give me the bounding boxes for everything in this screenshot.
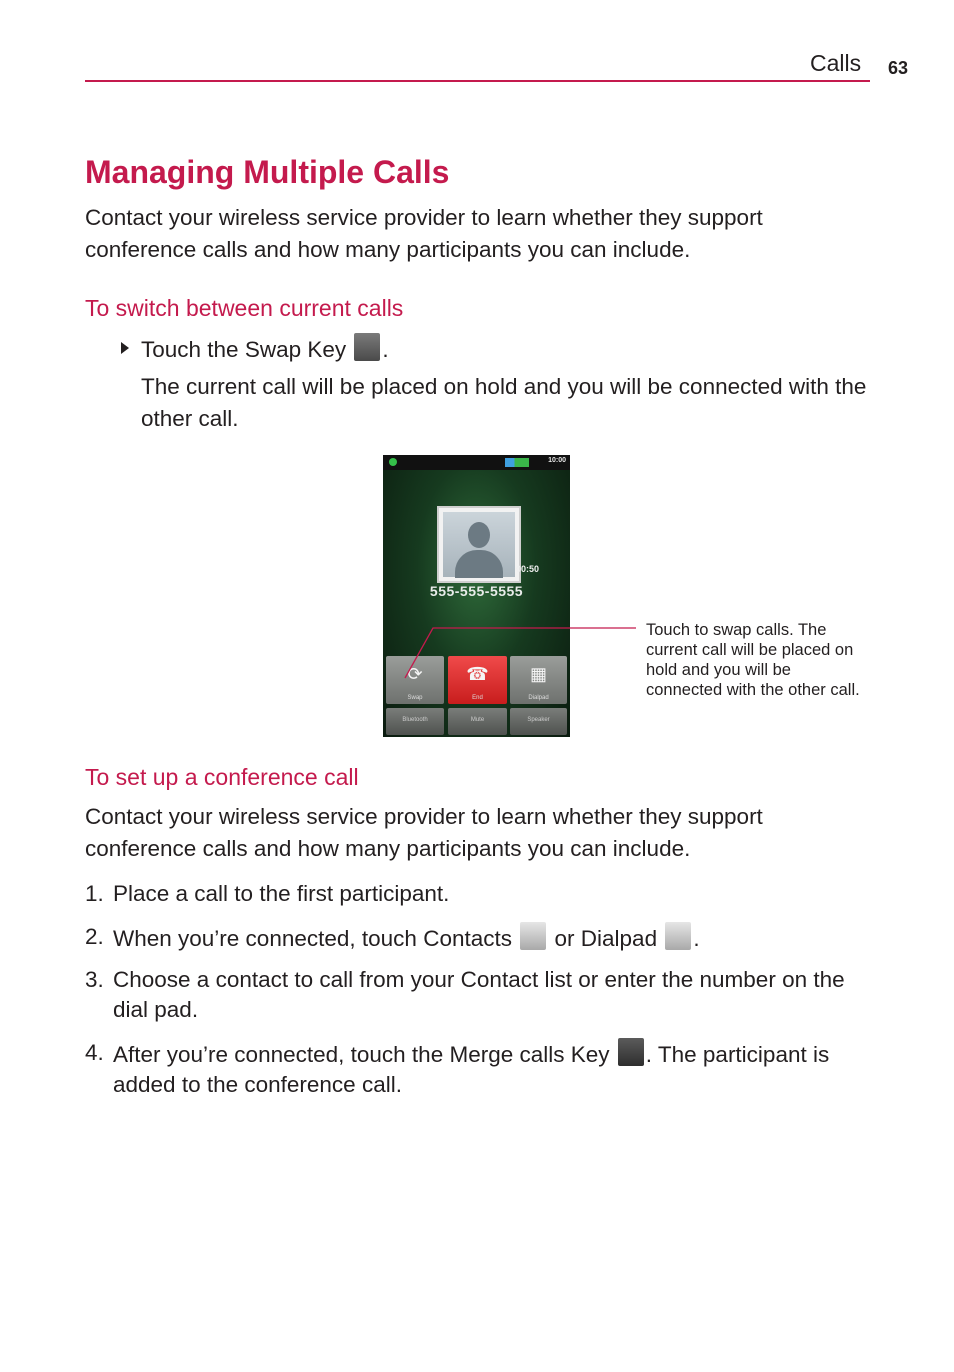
conference-step-1 bbox=[85, 879, 875, 909]
swap-step bbox=[141, 333, 389, 365]
contacts-label: Contacts bbox=[423, 926, 512, 951]
caller-number: 555-555-5555 bbox=[429, 583, 524, 599]
step-number: 4. bbox=[85, 1040, 104, 1065]
swap-step-suffix: . bbox=[382, 337, 389, 362]
swap-step-note: The current call will be placed on hold and you will be connected with the other call. bbox=[141, 374, 867, 431]
contact-avatar bbox=[437, 506, 521, 583]
step-2-post: . bbox=[693, 926, 700, 951]
conference-intro: Contact your wireless service provider to learn whether they support conference calls and how many participants you can include. bbox=[85, 804, 763, 861]
swap-key-icon bbox=[354, 333, 380, 361]
intro-paragraph: Contact your wireless service provider to learn whether they support conference calls and how many participants you can include. bbox=[85, 205, 763, 262]
dialpad-icon bbox=[665, 922, 691, 950]
in-call-screenshot bbox=[383, 455, 570, 737]
step-number: 2. bbox=[85, 924, 104, 949]
dialpad-button-label: Dialpad bbox=[528, 695, 549, 701]
status-bar bbox=[383, 455, 570, 470]
signal-icon bbox=[505, 458, 529, 467]
status-time: 10:00 bbox=[548, 457, 566, 464]
page-title: Managing Multiple Calls bbox=[85, 154, 450, 190]
step-4-text bbox=[113, 1038, 875, 1100]
bluetooth-button-label: Bluetooth bbox=[402, 717, 428, 723]
dialpad-grid-icon: ▦ bbox=[529, 664, 547, 684]
avatar-body bbox=[455, 550, 503, 578]
speaker-button[interactable] bbox=[510, 708, 567, 735]
swap-button-label: Swap bbox=[407, 695, 423, 701]
step-2-mid: or bbox=[548, 926, 581, 951]
step-text: Place a call to the first participant. bbox=[113, 881, 450, 906]
swap-step-prefix: Touch the bbox=[141, 337, 245, 362]
conference-step-4 bbox=[85, 1038, 875, 1100]
avatar-placeholder-icon bbox=[443, 512, 515, 577]
conference-step-2 bbox=[85, 922, 875, 954]
step-number: 1. bbox=[85, 881, 104, 906]
end-button-label: End bbox=[472, 695, 483, 701]
swap-key-label: Swap Key bbox=[244, 337, 347, 362]
merge-calls-key-label: Merge calls Key bbox=[449, 1042, 610, 1067]
header-rule bbox=[85, 80, 870, 82]
phone-call-icon bbox=[389, 458, 397, 466]
mute-button-label: Mute bbox=[470, 717, 485, 723]
step-2-text bbox=[113, 922, 875, 954]
running-header-section: Calls bbox=[810, 50, 862, 76]
call-timer: 00:50 bbox=[516, 564, 540, 574]
contacts-icon bbox=[520, 922, 546, 950]
callout-leader-line bbox=[383, 620, 643, 680]
speaker-button-label: Speaker bbox=[527, 717, 550, 723]
hang-up-icon: ☎ bbox=[466, 664, 489, 684]
step-4-post: . The participant is added to the conference call. bbox=[113, 1042, 830, 1097]
step-2-pre: When you’re connected, touch bbox=[113, 926, 424, 951]
step-4-pre: After you’re connected, touch the bbox=[113, 1042, 450, 1067]
conference-step-3 bbox=[85, 965, 875, 1025]
step-text: Choose a contact to call from your Contact list or enter the number on the dial pad. bbox=[113, 967, 845, 1022]
bullet-arrow-icon bbox=[121, 342, 129, 354]
step-number: 3. bbox=[85, 967, 104, 992]
dialpad-label: Dialpad bbox=[580, 926, 658, 951]
mute-button[interactable] bbox=[448, 708, 507, 735]
swap-callout-text: Touch to swap calls. The current call will be placed on hold and you will be connected with the other call. bbox=[646, 621, 860, 699]
conference-call-heading: To set up a conference call bbox=[85, 764, 359, 790]
page-number: 63 bbox=[888, 58, 909, 78]
avatar-head bbox=[468, 522, 490, 548]
merge-calls-icon bbox=[618, 1038, 644, 1066]
swap-icon: ⟳ bbox=[407, 664, 423, 684]
bluetooth-button[interactable] bbox=[386, 708, 444, 735]
switch-calls-heading: To switch between current calls bbox=[85, 295, 404, 321]
